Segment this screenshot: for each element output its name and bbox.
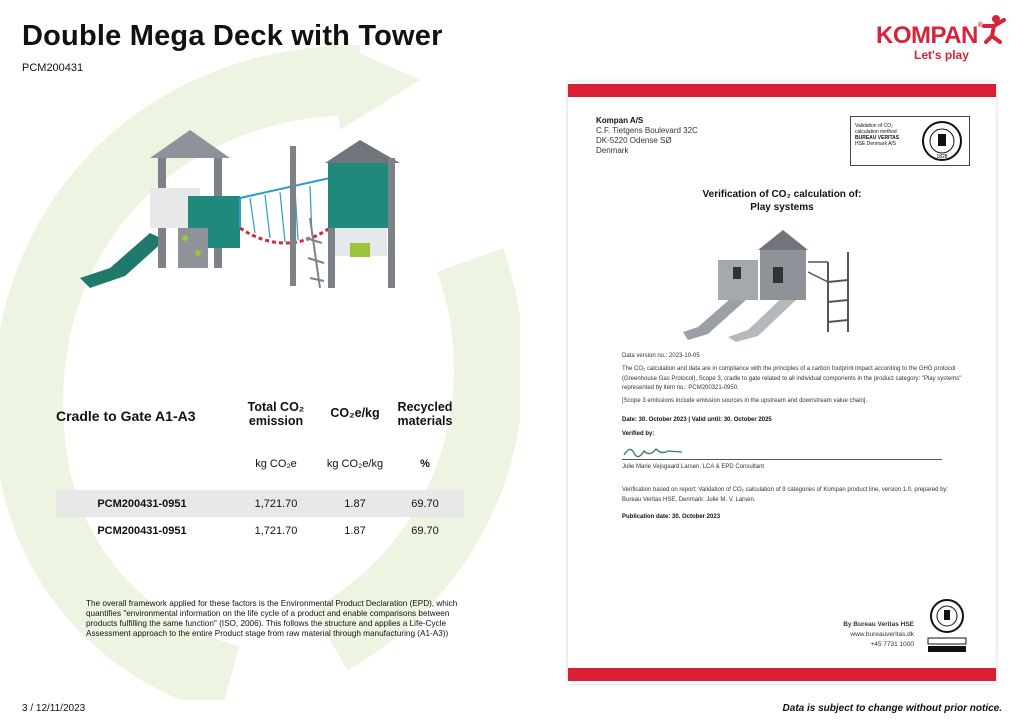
compliance-statement: The CO₂ calculation and data are in compliance with the principles of a carbon footprint impact according to the GHG protocol (Greenhouse Gas Protocol), Scope 3, cradle to gate related to all individual components in the product category: "Play systems" represented by item no.: PCM200321-0950. [622,366,962,391]
bureau-veritas-seal-icon [921,120,963,162]
signature-line [622,443,942,460]
table-row [56,490,464,517]
address-line: C.F. Tietgens Boulevard 32C [596,126,698,135]
verification-certificate [568,82,996,684]
row-total-co2: 1,721.70 [254,524,298,537]
verified-by-label: Verified by: [622,430,655,437]
row-recycled: 69.70 [411,524,439,537]
page-number: 3 / 12/11/2023 [22,703,86,714]
epd-footnote: The overall framework applied for these factors is the Environmental Product Declaration (EPD), which quantifies "environmental information on the life cycle of a product and enable comparisons between products fulfilling the same function" (ISO, 2006). This follows the structure and applies a Life-Cycle Assessment approach to the entire Product stage from raw material through manufacturing (A1-A3)) [86,599,458,638]
column-header-co2e-per-kg: CO₂e/kg [330,406,380,420]
row-co2e-per-kg: 1.87 [324,490,386,517]
unit-co2e-per-kg: kg CO₂e/kg [326,458,384,470]
table-row [56,517,464,544]
footer-website: www.bureauveritas.dk [850,631,914,638]
row-recycled: 69.70 [386,490,464,517]
row-total-co2: 1,721.70 [228,490,324,517]
certificate-top-bar [568,84,996,97]
badge-text: Validation of CO₂ calculation method BUREAU VERITAS HSE Denmark A/S [855,123,900,147]
page-title: Double Mega Deck with Tower [22,20,443,52]
unit-recycled: % [420,458,430,470]
svg-text:1828: 1828 [936,154,948,160]
unit-total-co2: kg CO₂e [255,458,297,470]
certificate-address [596,116,698,156]
table-title: Cradle to Gate A1-A3 [56,408,196,424]
handwritten-signature [622,443,712,459]
certificate-footer [802,620,914,650]
logo-tagline: Let's play [914,48,969,62]
certificate-bottom-bar [568,668,996,681]
row-co2e-per-kg: 1.87 [344,524,366,537]
certificate-body [622,352,962,526]
publication-date: Publication date: 30. October 2023 [622,513,721,520]
certificate-title: Verification of CO₂ calculation of: Play systems [702,189,862,213]
play-system-image [678,222,878,342]
bureau-veritas-footer-seal-icon [926,598,968,654]
jumping-figure-icon [980,14,1006,44]
verification-basis: Verification based on report: Validation of CO₂ calculation of 9 categories of Kompan product line, version 1.0, prepared by: Bureau Veritas HSE, Denmark: Julie M. V. Larsen. [622,487,949,503]
disclaimer: Data is subject to change without prior notice. [782,703,1002,714]
address-line: DK-5220 Odense SØ [596,136,672,145]
row-product-id: PCM200431-0951 [56,490,228,517]
column-header-total-co2: Total CO₂ emission [247,400,305,428]
units-row [56,452,464,476]
logo-brand: KOMPAN® [876,22,983,49]
validity-dates: Date: 30. October 2023 | Valid until: 30. October 2025 [622,417,772,424]
data-version: Data version no.: 2023-10-05 [622,353,700,359]
footer-org: By Bureau Veritas HSE [843,621,914,628]
kompan-logo [876,14,1006,66]
footer-phone: +45 7731 1000 [870,641,914,648]
company-name: Kompan A/S [596,116,644,125]
co2-emission-table [56,400,464,544]
row-product-id: PCM200431-0951 [97,524,187,537]
column-header-recycled-materials: Recycled materials [397,400,453,428]
playground-product-image [70,118,460,298]
address-line: Denmark [596,146,629,155]
signer-name: Julie Marie Vejsgaard Larsen, LCA & EPD Consultant [622,464,765,471]
bureau-veritas-badge [850,116,970,166]
product-code: PCM200431 [22,62,84,74]
scope-note: [Scope 3 emissions include emission sources in the upstream and downstream value chain]. [622,398,868,405]
